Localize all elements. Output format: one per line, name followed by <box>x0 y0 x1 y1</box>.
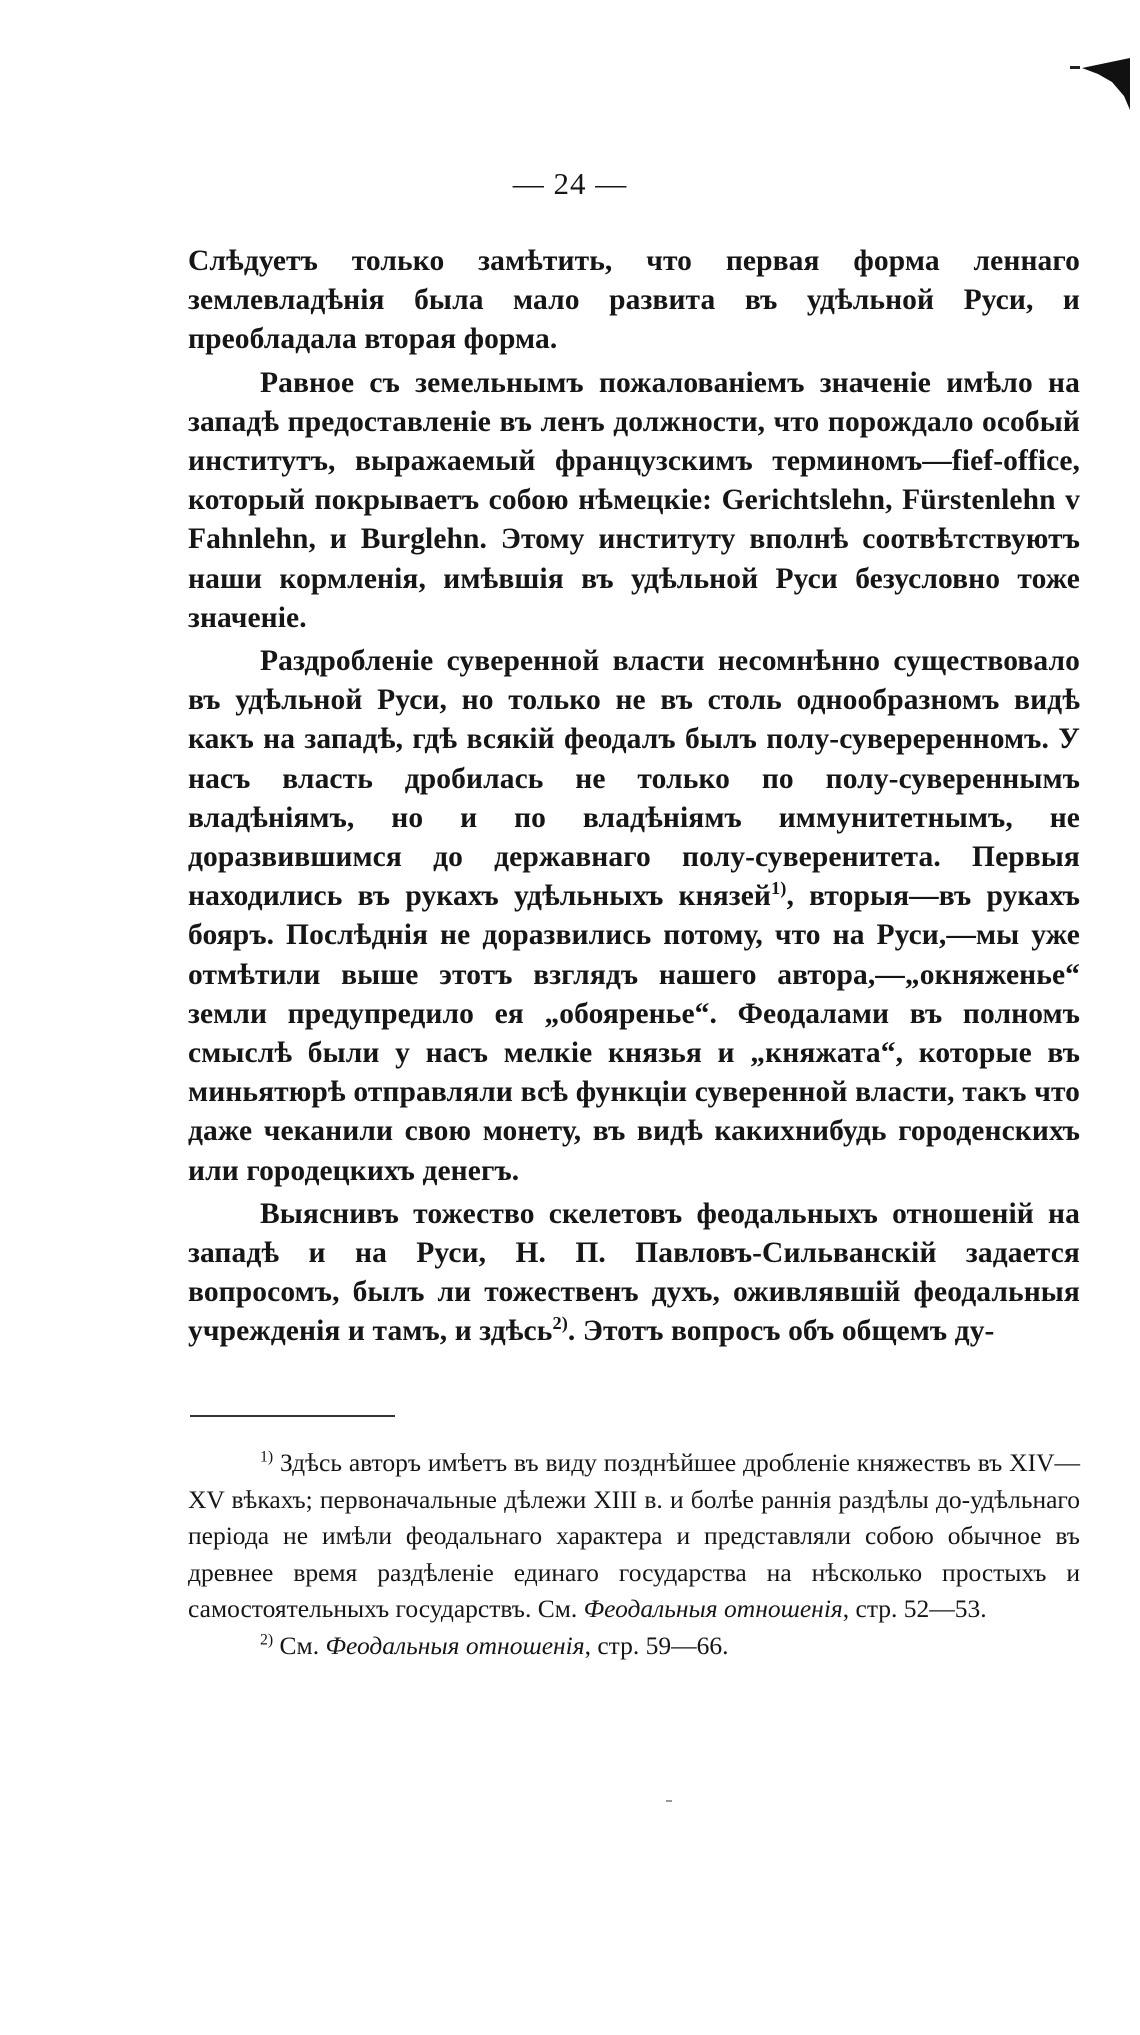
paragraph-3 <box>188 642 1080 1191</box>
footnote-2-source-title: Феодальныя отношенія <box>325 1630 585 1660</box>
footnotes <box>188 1445 1080 1664</box>
paragraph-4 <box>188 1195 1080 1352</box>
footnote-2 <box>188 1628 1080 1665</box>
paragraph-4-text-a: Выяснивъ тожество скелетовъ феодальныхъ отношеній на западѣ и на Руси, Н. П. Павловъ-Сильванскій задается вопросомъ, былъ ли тожественъ духъ, оживлявшій феодальныя учрежденія и тамъ, и здѣсь <box>188 1197 1080 1348</box>
paragraph-4-text-b: . Этотъ вопросъ объ общемъ ду- <box>567 1315 995 1348</box>
footnote-1-marker: 1) <box>260 1448 274 1466</box>
page-corner-mark <box>1068 58 1130 110</box>
footnote-1 <box>188 1445 1080 1628</box>
paragraph-3-text-b: , вторыя—въ рукахъ бояръ. Послѣднія не доразвились потому, что на Руси,—мы уже отмѣтили выше этотъ взглядъ нашего автора,—„окняженье“ земли предупредило ея „обояренье“. Феодалами въ полномъ смыслѣ были у насъ мелкіе князья и „княжата“, которые въ миньятюрѣ отправляли всѣ функціи суверенной власти, такъ что даже чеканили свою монету, въ видѣ какихнибудь городенскихъ или городецкихъ денегъ. <box>188 880 1080 1187</box>
footnote-2-marker: 2) <box>260 1631 274 1648</box>
footnote-2-pages: , стр. 59—66. <box>584 1630 729 1660</box>
print-speck <box>666 1800 672 1802</box>
paragraph-3-text-a: Раздробленіе суверенной власти несомнѣнно существовало въ удѣльной Руси, но только не въ столь однообразномъ видѣ какъ на западѣ, гдѣ всякій феодалъ былъ полу-сувереренномъ. У насъ власть дробилась не только по полу-сувереннымъ владѣніямъ, но и по владѣніямъ иммунитетнымъ, не доразвившимся до державнаго полу-суверенитета. Первыя находились въ рукахъ удѣльныхъ князей <box>188 645 1080 913</box>
main-text <box>188 242 1080 1356</box>
footnote-divider <box>190 1415 395 1417</box>
paragraph-1: Слѣдуетъ только замѣтить, что первая форма леннаго землевладѣнія была мало развита въ удѣльной Руси, и преобладала вторая форма. <box>188 245 1080 356</box>
paragraph-2: Равное съ земельнымъ пожалованіемъ значеніе имѣло на западѣ предоставленіе въ ленъ должности, что порождало особый институтъ, выражаемый французскимъ терминомъ—fief-office, который покрываетъ собою нѣмецкіе: Gerichtslehn, Fürstenlehn v Fahnlehn, и Burglehn. Этому институту вполнѣ соотвѣтствуютъ наши кормленія, имѣвшія въ удѣльной Руси безусловно тоже значеніе. <box>188 366 1080 634</box>
footnote-1-pages: , стр. 52—53. <box>842 1594 987 1623</box>
page-number: — 24 — <box>512 166 628 201</box>
footnote-reference-2: 2) <box>552 1313 568 1334</box>
footnote-2-text: См. <box>279 1630 326 1660</box>
footnote-reference-1: 1) <box>771 878 787 899</box>
footnote-1-text: Здѣсь авторъ имѣетъ въ виду позднѣйшее дробленіе княжествъ въ XIV—XV вѣкахъ; первоначальные дѣлежи XIII в. и болѣе раннія раздѣлы до-удѣльнаго періода не имѣли феодальнаго характера и представляли собою обычное въ древнее время раздѣленіе единаго государства на нѣсколько простыхъ и самостоятельныхъ государствъ. См. <box>188 1448 1081 1623</box>
footnote-1-source-title: Феодальныя отношенія <box>583 1594 843 1623</box>
